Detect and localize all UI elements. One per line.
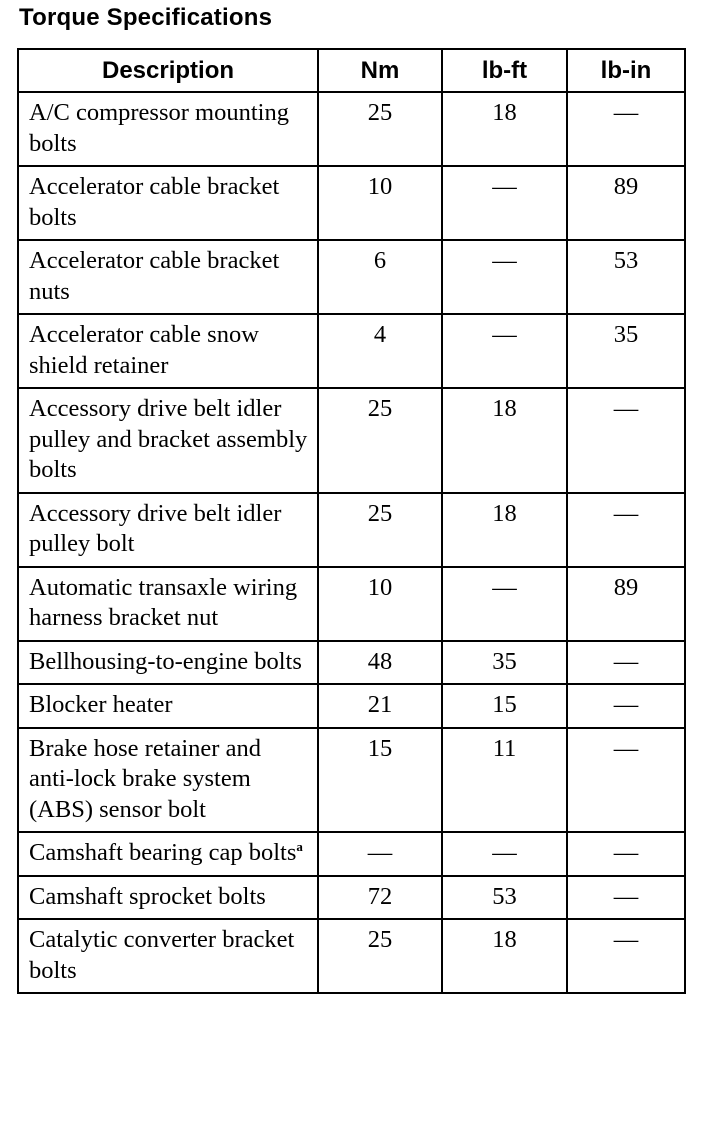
lbft-cell: — xyxy=(442,240,567,314)
lbin-cell: — xyxy=(567,493,685,567)
description-cell xyxy=(18,166,318,240)
description-text: Camshaft sprocket bolts xyxy=(29,882,266,910)
table-row xyxy=(18,388,685,493)
description-cell xyxy=(18,92,318,166)
lbin-cell: — xyxy=(567,388,685,493)
nm-cell: 25 xyxy=(318,92,442,166)
description-text: Camshaft bearing cap bolts xyxy=(29,839,297,866)
nm-cell: 10 xyxy=(318,567,442,641)
lbin-cell: — xyxy=(567,92,685,166)
description-text: Accessory drive belt idler pulley and bracket assembly bolts xyxy=(29,395,308,483)
description-text: Blocker heater xyxy=(29,691,173,718)
nm-cell: 21 xyxy=(318,684,442,728)
table-row xyxy=(18,728,685,833)
description-cell xyxy=(18,240,318,314)
lbft-cell: 18 xyxy=(442,919,567,993)
lbft-cell: — xyxy=(442,832,567,876)
description-text: Brake hose retainer and anti-lock brake system (ABS) sensor bolt xyxy=(29,734,261,823)
nm-cell: 10 xyxy=(318,166,442,240)
lbin-cell: — xyxy=(567,876,685,920)
lbft-cell: — xyxy=(442,567,567,641)
table-row xyxy=(18,493,685,567)
footnote-marker: a xyxy=(296,839,303,854)
table-row xyxy=(18,832,685,876)
lbft-cell: 18 xyxy=(442,388,567,493)
description-text: Accelerator cable snow shield retainer xyxy=(29,321,259,379)
table-row xyxy=(18,684,685,728)
table-row xyxy=(18,876,685,920)
lbft-cell: 18 xyxy=(442,493,567,567)
description-text: Catalytic converter bracket bolts xyxy=(29,926,295,984)
description-cell xyxy=(18,314,318,388)
lbin-cell: — xyxy=(567,728,685,833)
nm-cell: 4 xyxy=(318,314,442,388)
nm-cell: — xyxy=(318,832,442,876)
table-row xyxy=(18,314,685,388)
page-title: Torque Specifications xyxy=(19,4,273,31)
lbft-cell: 53 xyxy=(442,876,567,920)
table-row xyxy=(18,166,685,240)
column-header-description: Description xyxy=(18,49,318,92)
lbft-cell: 35 xyxy=(442,641,567,685)
table-row xyxy=(18,240,685,314)
description-cell xyxy=(18,876,318,920)
lbin-cell: — xyxy=(567,684,685,728)
nm-cell: 15 xyxy=(318,728,442,833)
lbin-cell: — xyxy=(567,832,685,876)
description-text: A/C compressor mounting bolts xyxy=(29,99,289,157)
lbin-cell: — xyxy=(567,641,685,685)
table-row xyxy=(18,919,685,993)
description-text: Accessory drive belt idler pulley bolt xyxy=(29,499,282,557)
lbin-cell: 89 xyxy=(567,567,685,641)
nm-cell: 25 xyxy=(318,493,442,567)
lbft-cell: 15 xyxy=(442,684,567,728)
column-header-nm: Nm xyxy=(318,49,442,92)
description-cell xyxy=(18,493,318,567)
column-header-lbin: lb-in xyxy=(567,49,685,92)
description-text: Accelerator cable bracket nuts xyxy=(29,247,280,305)
lbin-cell: — xyxy=(567,919,685,993)
column-header-lbft: lb-ft xyxy=(442,49,567,92)
lbin-cell: 35 xyxy=(567,314,685,388)
lbft-cell: — xyxy=(442,166,567,240)
table-row xyxy=(18,92,685,166)
nm-cell: 25 xyxy=(318,919,442,993)
nm-cell: 72 xyxy=(318,876,442,920)
description-cell xyxy=(18,567,318,641)
description-cell xyxy=(18,388,318,493)
lbin-cell: 53 xyxy=(567,240,685,314)
lbft-cell: 11 xyxy=(442,728,567,833)
nm-cell: 6 xyxy=(318,240,442,314)
description-cell xyxy=(18,832,318,876)
lbft-cell: — xyxy=(442,314,567,388)
description-cell xyxy=(18,919,318,993)
torque-spec-table xyxy=(17,48,686,994)
lbin-cell: 89 xyxy=(567,166,685,240)
nm-cell: 25 xyxy=(318,388,442,493)
table-row xyxy=(18,641,685,685)
description-text: Automatic transaxle wiring harness bracket nut xyxy=(29,573,298,631)
nm-cell: 48 xyxy=(318,641,442,685)
description-cell xyxy=(18,641,318,685)
table-header-row xyxy=(18,49,685,92)
description-cell xyxy=(18,728,318,833)
description-text: Bellhousing-to-engine bolts xyxy=(29,647,302,675)
table-row xyxy=(18,567,685,641)
lbft-cell: 18 xyxy=(442,92,567,166)
description-cell xyxy=(18,684,318,728)
description-text: Accelerator cable bracket bolts xyxy=(29,173,280,231)
